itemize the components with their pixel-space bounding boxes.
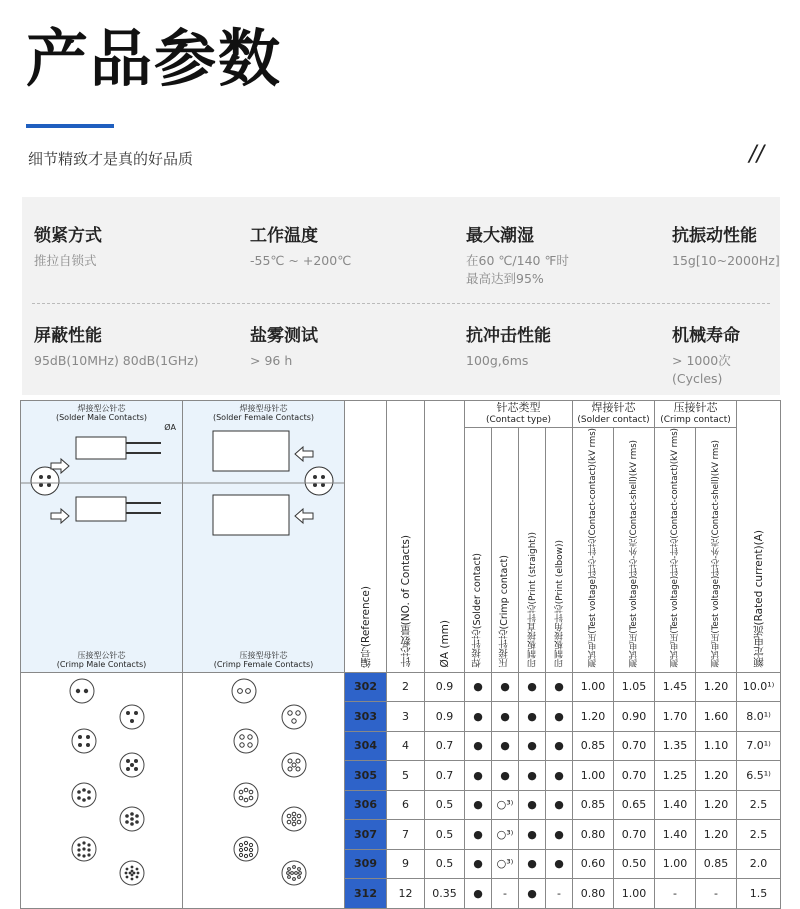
spec-humidity [466, 221, 569, 288]
spec-label: 锁紧方式 [34, 226, 102, 246]
female-pin-layout-drawing [184, 673, 344, 905]
col-group-contact-type: 针芯类型 (Contact type) [465, 401, 573, 428]
ref-cell: 306 [345, 790, 387, 820]
contacts-cell: 12 [387, 879, 425, 909]
crimp-cell: ● [492, 731, 519, 761]
solder-tv-contact-cell: 0.80 [573, 879, 614, 909]
print-straight-cell: ● [519, 702, 546, 732]
solder-tv-shell-cell: 0.70 [614, 820, 655, 850]
spec-value: > 96 h [250, 353, 293, 368]
col-header-crimp-tv-contact: 测试电压(Test voltage)针芯-针芯(Contact-contact)(kV rms) [655, 428, 696, 673]
spec-shielding [34, 321, 199, 370]
col-header-crimp-tv-shell: 测试电压(Test voltage)针芯-外壳(Contact-shell)(kV rms) [696, 428, 737, 673]
crimp-tv-contact-cell: - [655, 879, 696, 909]
col-header-ref: 编号(Reference) [345, 401, 387, 673]
crimp-tv-shell-cell: 1.20 [696, 820, 737, 850]
solder-tv-contact-cell: 1.00 [573, 761, 614, 791]
diameter-cell: 0.9 [425, 702, 465, 732]
solder-tv-shell-cell: 1.05 [614, 672, 655, 702]
rated-current-cell: 6.5¹⁾ [737, 761, 781, 791]
contacts-cell: 4 [387, 731, 425, 761]
solder-cell: ● [465, 790, 492, 820]
spec-value: 推拉自锁式 [34, 253, 97, 268]
diameter-cell: 0.5 [425, 820, 465, 850]
print-elbow-cell: ● [546, 849, 573, 879]
print-elbow-cell: ● [546, 731, 573, 761]
crimp-tv-contact-cell: 1.25 [655, 761, 696, 791]
spec-shock [466, 321, 551, 370]
male-pin-layouts [21, 672, 183, 908]
diameter-cell: 0.7 [425, 761, 465, 791]
solder-tv-shell-cell: 0.50 [614, 849, 655, 879]
crimp-cell: ○³⁾ [492, 790, 519, 820]
solder-tv-shell-cell: 0.65 [614, 790, 655, 820]
spec-divider [32, 303, 770, 304]
spec-vibration [672, 221, 780, 270]
spec-label: 盐雾测试 [250, 326, 318, 346]
print-straight-cell: ● [519, 672, 546, 702]
ref-cell: 305 [345, 761, 387, 791]
contacts-cell: 9 [387, 849, 425, 879]
col-header-solder-tv-shell: 测试电压(Test voltage)针芯-外壳(Contact-shell)(kV rms) [614, 428, 655, 673]
solder-tv-shell-cell: 1.00 [614, 879, 655, 909]
crimp-cell: ○³⁾ [492, 820, 519, 850]
col-header-solder-tv-contact: 测试电压(Test voltage)针芯-针芯(Contact-contact)(kV rms) [573, 428, 614, 673]
contacts-cell: 6 [387, 790, 425, 820]
ref-cell: 304 [345, 731, 387, 761]
diameter-cell: 0.7 [425, 731, 465, 761]
diameter-cell: 0.35 [425, 879, 465, 909]
spec-value: 15g[10~2000Hz] [672, 253, 780, 268]
solder-tv-contact-cell: 0.85 [573, 790, 614, 820]
print-elbow-cell: ● [546, 761, 573, 791]
diagram-label: 焊接型公针芯 [77, 404, 126, 413]
col-header-print-elbow: 印制板接角针芯(Print (elbow)) [546, 428, 573, 673]
spec-label: 工作温度 [250, 226, 318, 246]
print-straight-cell: ● [519, 790, 546, 820]
diagram-label: 焊接型母针芯 [239, 404, 288, 413]
male-pin-layout-drawing [22, 673, 182, 905]
diagram-label: 压接型母针芯 [239, 650, 288, 660]
male-connector-drawing [21, 401, 183, 561]
spec-value: > 1000次(Cycles) [672, 353, 731, 386]
table-row [21, 672, 781, 702]
spec-mechanical-life [672, 321, 780, 388]
crimp-cell: ● [492, 761, 519, 791]
col-group-solder: 焊接针芯 (Solder contact) [573, 401, 655, 428]
dim-label: ØA [164, 423, 176, 432]
spec-temperature [250, 221, 351, 270]
crimp-cell: ● [492, 702, 519, 732]
contacts-cell: 7 [387, 820, 425, 850]
ref-cell: 309 [345, 849, 387, 879]
rated-current-cell: 7.0¹⁾ [737, 731, 781, 761]
spec-value: 100g,6ms [466, 353, 529, 368]
print-elbow-cell: ● [546, 702, 573, 732]
spec-panel [22, 197, 780, 395]
rated-current-cell: 2.5 [737, 820, 781, 850]
ref-cell: 303 [345, 702, 387, 732]
spec-salt-spray [250, 321, 318, 370]
spec-label: 机械寿命 [672, 326, 740, 346]
female-contacts-diagram [183, 401, 345, 673]
page-subtitle: 细节精致才是真的好品质 [28, 150, 194, 168]
print-straight-cell: ● [519, 849, 546, 879]
col-group-crimp: 压接针芯 (Crimp contact) [655, 401, 737, 428]
decorative-slashes: // [749, 142, 764, 167]
contacts-cell: 3 [387, 702, 425, 732]
contact-spec-table [20, 400, 781, 909]
solder-cell: ● [465, 672, 492, 702]
col-header-rated-current: 额定电流(Rated current)(A) [737, 401, 781, 673]
rated-current-cell: 2.0 [737, 849, 781, 879]
spec-label: 屏蔽性能 [34, 326, 102, 346]
spec-value: -55℃ ~ +200℃ [250, 253, 352, 268]
spec-label: 最大潮湿 [466, 226, 534, 246]
crimp-tv-shell-cell: - [696, 879, 737, 909]
male-contacts-diagram [21, 401, 183, 673]
crimp-tv-shell-cell: 1.10 [696, 731, 737, 761]
solder-tv-contact-cell: 0.80 [573, 820, 614, 850]
crimp-cell: - [492, 879, 519, 909]
ref-cell: 302 [345, 672, 387, 702]
ref-cell: 312 [345, 879, 387, 909]
print-straight-cell: ● [519, 820, 546, 850]
diagram-label: 压接型公针芯 [77, 650, 126, 660]
crimp-tv-contact-cell: 1.45 [655, 672, 696, 702]
ref-cell: 307 [345, 820, 387, 850]
diagram-label: (Solder Male Contacts) [55, 413, 148, 422]
diagram-label: (Solder Female Contacts) [212, 413, 315, 422]
solder-tv-shell-cell: 0.90 [614, 702, 655, 732]
solder-tv-contact-cell: 0.60 [573, 849, 614, 879]
diameter-cell: 0.9 [425, 672, 465, 702]
print-elbow-cell: - [546, 879, 573, 909]
print-straight-cell: ● [519, 761, 546, 791]
diameter-cell: 0.5 [425, 790, 465, 820]
print-elbow-cell: ● [546, 672, 573, 702]
diameter-cell: 0.5 [425, 849, 465, 879]
crimp-cell: ● [492, 672, 519, 702]
crimp-tv-shell-cell: 1.20 [696, 790, 737, 820]
crimp-tv-contact-cell: 1.40 [655, 820, 696, 850]
solder-cell: ● [465, 849, 492, 879]
contacts-cell: 2 [387, 672, 425, 702]
solder-cell: ● [465, 820, 492, 850]
crimp-tv-contact-cell: 1.40 [655, 790, 696, 820]
solder-cell: ● [465, 731, 492, 761]
spec-value: 在60 ℃/140 ℉时 最高达到95% [466, 253, 569, 286]
spec-label: 抗振动性能 [672, 226, 757, 246]
solder-cell: ● [465, 879, 492, 909]
print-straight-cell: ● [519, 879, 546, 909]
title-accent-line [26, 124, 114, 128]
female-pin-layouts [183, 672, 345, 908]
spec-value: 95dB(10MHz) 80dB(1GHz) [34, 353, 199, 368]
rated-current-cell: 1.5 [737, 879, 781, 909]
crimp-tv-shell-cell: 1.20 [696, 761, 737, 791]
col-header-diameter: ØA (mm) [425, 401, 465, 673]
solder-cell: ● [465, 761, 492, 791]
col-header-solder: 焊接针芯(Solder contact) [465, 428, 492, 673]
solder-tv-contact-cell: 1.00 [573, 672, 614, 702]
rated-current-cell: 10.0¹⁾ [737, 672, 781, 702]
solder-tv-contact-cell: 1.20 [573, 702, 614, 732]
rated-current-cell: 8.0¹⁾ [737, 702, 781, 732]
print-straight-cell: ● [519, 731, 546, 761]
crimp-tv-contact-cell: 1.35 [655, 731, 696, 761]
spec-label: 抗冲击性能 [466, 326, 551, 346]
col-header-crimp: 压接针芯(Crimp contact) [492, 428, 519, 673]
spec-locking [34, 221, 102, 270]
print-elbow-cell: ● [546, 790, 573, 820]
crimp-tv-shell-cell: 1.20 [696, 672, 737, 702]
solder-tv-contact-cell: 0.85 [573, 731, 614, 761]
solder-cell: ● [465, 702, 492, 732]
crimp-tv-shell-cell: 0.85 [696, 849, 737, 879]
solder-tv-shell-cell: 0.70 [614, 731, 655, 761]
crimp-tv-shell-cell: 1.60 [696, 702, 737, 732]
print-elbow-cell: ● [546, 820, 573, 850]
diagram-label: (Crimp Male Contacts) [56, 659, 147, 669]
crimp-tv-contact-cell: 1.00 [655, 849, 696, 879]
crimp-cell: ○³⁾ [492, 849, 519, 879]
diagram-label: (Crimp Female Contacts) [213, 659, 314, 669]
page-title: 产品参数 [26, 22, 283, 95]
rated-current-cell: 2.5 [737, 790, 781, 820]
crimp-tv-contact-cell: 1.70 [655, 702, 696, 732]
contacts-cell: 5 [387, 761, 425, 791]
col-header-print-straight: 印制板接直针芯(Print (straight)) [519, 428, 546, 673]
solder-tv-shell-cell: 0.70 [614, 761, 655, 791]
female-connector-drawing [183, 401, 345, 561]
col-header-contacts: 针芯数量(NO. of Contacts) [387, 401, 425, 673]
